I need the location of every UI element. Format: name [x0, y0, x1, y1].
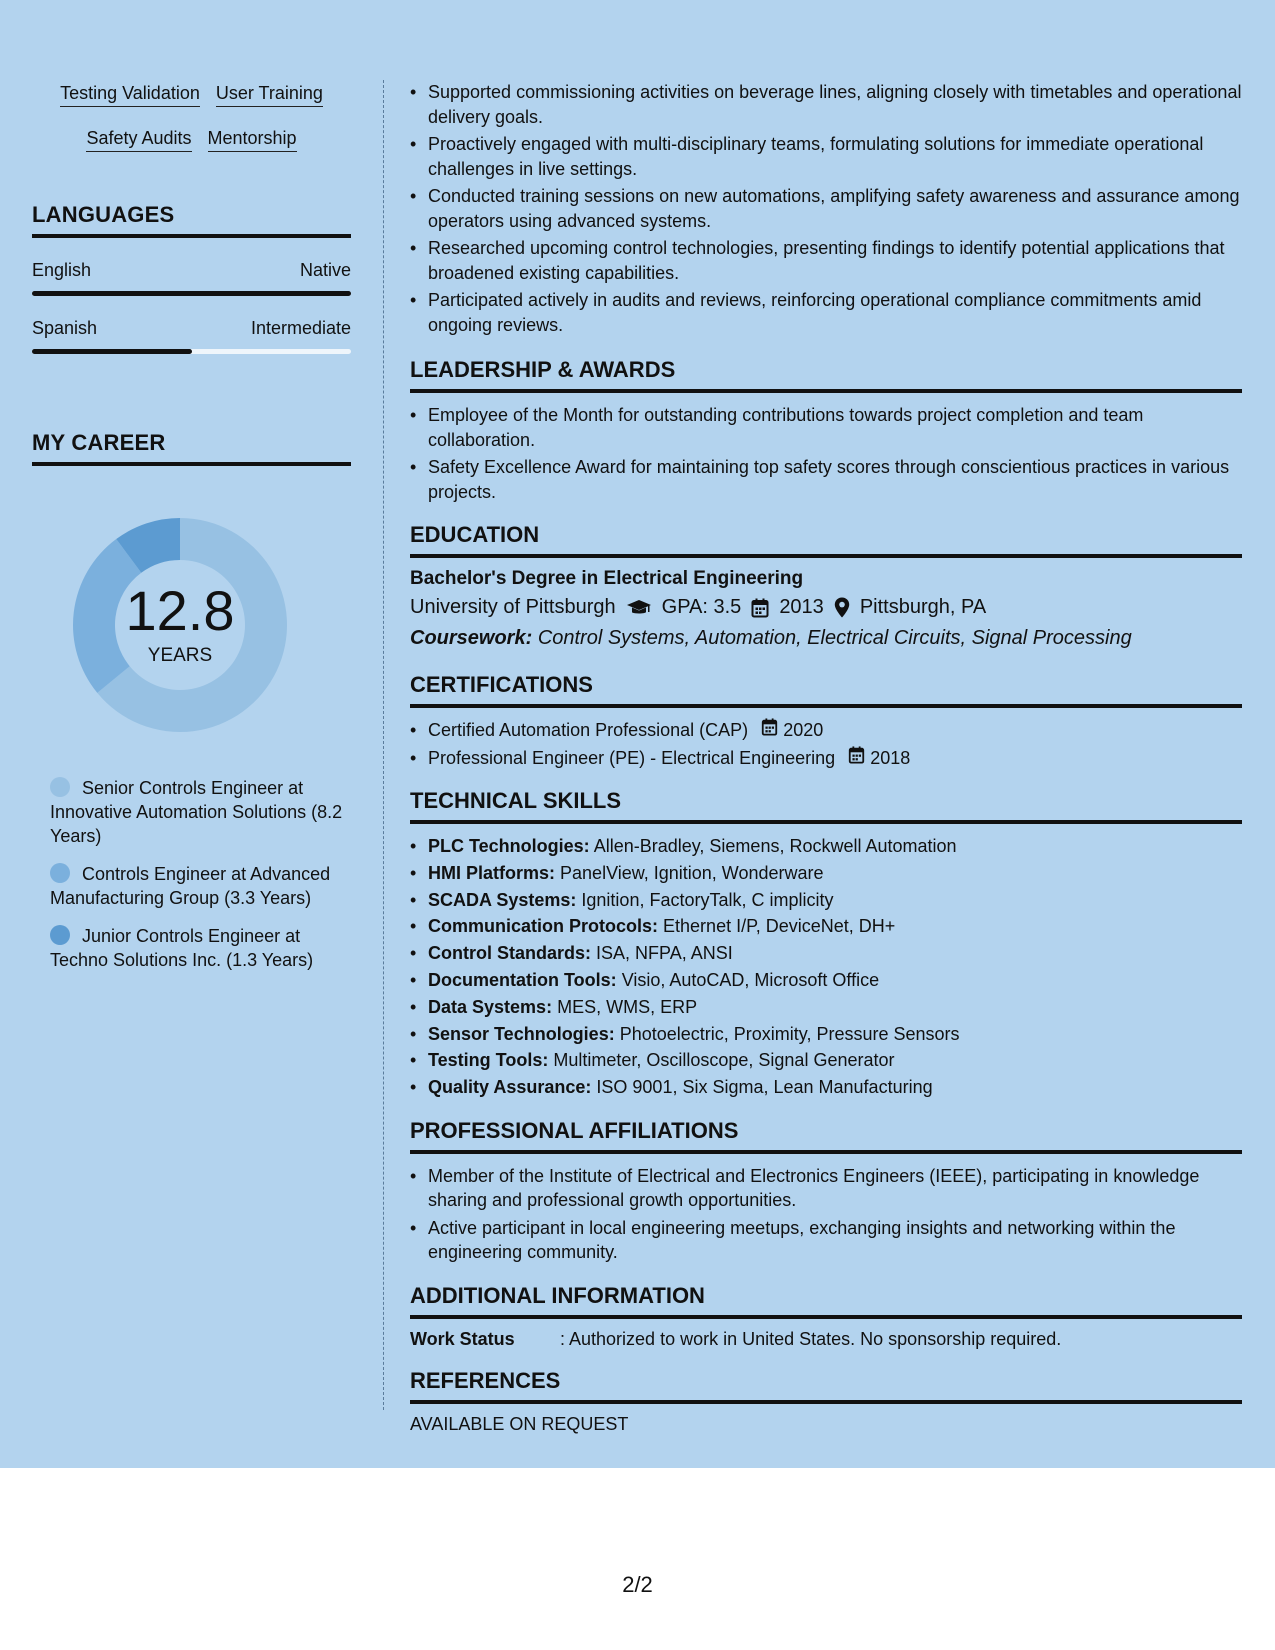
skill-value: ISO 9001, Six Sigma, Lean Manufacturing [596, 1077, 933, 1098]
skill-label: Sensor Technologies: [428, 1023, 615, 1044]
skill-item [410, 995, 1242, 1020]
skill-item [410, 861, 1242, 886]
skill-tags [32, 82, 351, 152]
education-degree: Bachelor's Degree in Electrical Engineering [410, 568, 804, 589]
education-location: Pittsburgh, PA [859, 596, 987, 618]
language-name: Spanish [32, 318, 98, 338]
career-item-text: Controls Engineer at Advanced Manufacturing Group (3.3 Years) [50, 864, 331, 908]
career-total-unit: YEARS [147, 645, 213, 666]
skill-label: Data Systems: [428, 996, 553, 1017]
experience-bullets [410, 80, 1242, 337]
career-item [50, 924, 351, 972]
award-item: • Employee of the Month for outstanding contributions towards project completion and team collaboration. [410, 403, 1242, 452]
experience-bullet: • Participated actively in audits and reviews, reinforcing operational compliance commitments amid ongoing reviews. [410, 288, 1242, 337]
education-section [410, 522, 1242, 650]
additional-info-section [410, 1283, 1242, 1350]
career-item-text: Senior Controls Engineer at Innovative Automation Solutions (8.2 Years) [50, 778, 343, 846]
certification-item [410, 718, 1242, 743]
certifications-section [410, 672, 1242, 770]
education-gpa: GPA: 3.5 [661, 596, 742, 618]
language-item [32, 260, 351, 296]
skill-value: Photoelectric, Proximity, Pressure Sensors [619, 1023, 960, 1044]
language-level: Native [299, 260, 351, 280]
affiliation-item: • Active participant in local engineering meetups, exchanging insights and networking within the engineering community. [410, 1216, 1242, 1265]
skill-item [410, 914, 1242, 939]
skill-tag: Safety Audits [86, 127, 191, 152]
coursework-list: Control Systems, Automation, Electrical Circuits, Signal Processing [537, 627, 1132, 649]
graduation-cap-icon [626, 599, 652, 617]
skill-item [410, 1048, 1242, 1073]
skill-value: Ignition, FactoryTalk, C implicity [581, 889, 834, 910]
work-status-label: Work Status [410, 1328, 515, 1349]
skills-heading: TECHNICAL SKILLS [410, 788, 1242, 824]
calendar-icon [848, 746, 865, 764]
experience-bullet: • Supported commissioning activities on beverage lines, aligning closely with timetables and operational delivery goals. [410, 80, 1242, 129]
career-donut-chart [65, 510, 295, 740]
main-column [410, 80, 1242, 1435]
skill-value: Allen-Bradley, Siemens, Rockwell Automation [593, 836, 957, 856]
affiliations-heading: PROFESSIONAL AFFILIATIONS [410, 1118, 1242, 1154]
language-bar [32, 291, 351, 296]
calendar-icon [751, 598, 769, 618]
career-total-years: 12.8 [125, 579, 235, 642]
education-details [410, 596, 1242, 619]
skill-value: PanelView, Ignition, Wonderware [560, 862, 824, 883]
education-school: University of Pittsburgh [410, 596, 616, 618]
leadership-heading: LEADERSHIP & AWARDS [410, 357, 1242, 393]
language-bar-fill [32, 291, 351, 296]
coursework-label: Coursework: [410, 627, 533, 649]
career-item [50, 862, 351, 910]
skill-value: Multimeter, Oscilloscope, Signal Generator [553, 1050, 895, 1071]
work-status-value: : Authorized to work in United States. No sponsorship required. [560, 1328, 1062, 1349]
calendar-icon [761, 718, 778, 736]
award-item: • Safety Excellence Award for maintaining top safety scores through conscientious practices in various projects. [410, 455, 1242, 504]
language-bar [32, 349, 351, 354]
skill-label: Communication Protocols: [428, 916, 659, 937]
skills-section [410, 788, 1242, 1100]
skill-item [410, 888, 1242, 913]
skill-item [410, 941, 1242, 966]
language-level: Intermediate [250, 318, 351, 338]
experience-bullet: • Conducted training sessions on new automations, amplifying safety awareness and assurance among operators using advanced systems. [410, 184, 1242, 233]
donut-center [65, 510, 295, 740]
language-item [32, 318, 351, 354]
legend-dot [50, 863, 70, 883]
skill-label: Quality Assurance: [428, 1077, 592, 1098]
leadership-section [410, 357, 1242, 504]
certification-year: 2018 [870, 747, 911, 768]
certification-item [410, 746, 1242, 771]
legend-dot [50, 777, 70, 797]
experience-bullet: • Proactively engaged with multi-disciplinary teams, formulating solutions for immediate operational challenges in live settings. [410, 132, 1242, 181]
skill-item [410, 968, 1242, 993]
references-heading: REFERENCES [410, 1368, 1242, 1404]
sidebar [32, 82, 351, 986]
certification-year: 2020 [783, 720, 824, 740]
affiliations-section [410, 1118, 1242, 1265]
education-heading: EDUCATION [410, 522, 1242, 558]
references-section [410, 1368, 1242, 1435]
certifications-heading: CERTIFICATIONS [410, 672, 1242, 708]
career-item-text: Junior Controls Engineer at Techno Solutions Inc. (1.3 Years) [50, 926, 314, 970]
skill-value: ISA, NFPA, ANSI [596, 943, 733, 964]
work-status-row [410, 1329, 1242, 1350]
skill-value: Ethernet I/P, DeviceNet, DH+ [663, 916, 896, 937]
legend-dot [50, 925, 70, 945]
page-number: 2/2 [622, 1572, 653, 1597]
skill-item [410, 1022, 1242, 1047]
career-legend [32, 776, 351, 972]
skill-label: Control Standards: [428, 943, 592, 964]
education-coursework [410, 627, 1242, 650]
references-text: AVAILABLE ON REQUEST [410, 1413, 629, 1434]
skill-label: PLC Technologies: [428, 836, 590, 856]
skill-item [410, 1075, 1242, 1100]
career-heading: MY CAREER [32, 430, 351, 466]
certification-name: Certified Automation Professional (CAP) [428, 720, 749, 740]
languages-section [32, 202, 351, 354]
career-item [50, 776, 351, 848]
skill-value: Visio, AutoCAD, Microsoft Office [621, 969, 880, 990]
education-year: 2013 [779, 596, 824, 618]
skill-label: SCADA Systems: [428, 889, 577, 910]
language-name: English [32, 260, 92, 280]
additional-info-heading: ADDITIONAL INFORMATION [410, 1283, 1242, 1319]
skill-tag: Testing Validation [60, 82, 200, 107]
skill-value: MES, WMS, ERP [557, 996, 698, 1017]
language-bar-fill [32, 349, 192, 354]
certification-name: Professional Engineer (PE) - Electrical Engineering [428, 747, 836, 768]
skill-tag: User Training [216, 82, 323, 107]
map-pin-icon [834, 597, 850, 618]
affiliation-item: • Member of the Institute of Electrical and Electronics Engineers (IEEE), participating in knowledge sharing and professional growth opportunities. [410, 1164, 1242, 1213]
experience-bullet: • Researched upcoming control technologies, presenting findings to identify potential applications that broadened existing capabilities. [410, 236, 1242, 285]
career-section [32, 430, 351, 972]
skill-tag: Mentorship [208, 127, 297, 152]
skill-item [410, 834, 1242, 859]
languages-heading: LANGUAGES [32, 202, 351, 238]
skill-label: Documentation Tools: [428, 969, 617, 990]
skill-label: HMI Platforms: [428, 862, 556, 883]
column-divider [383, 80, 384, 1410]
skill-label: Testing Tools: [428, 1050, 549, 1071]
